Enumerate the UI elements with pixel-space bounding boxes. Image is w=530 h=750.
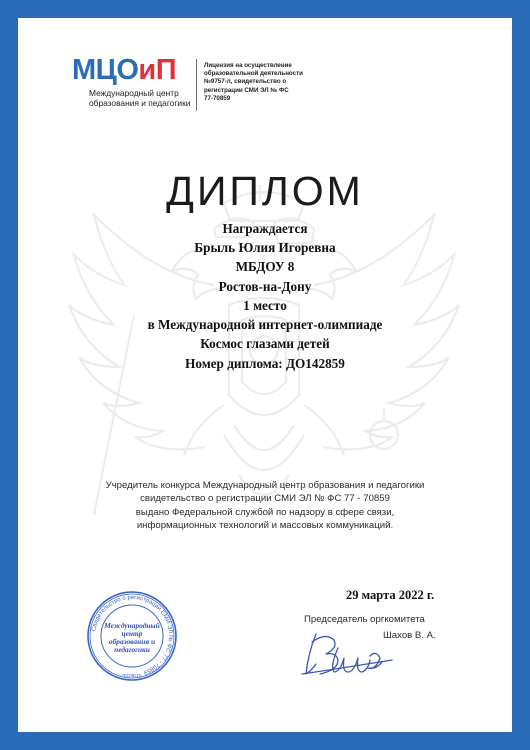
founder-line: Учредитель конкурса Международный центр образования и педагогики: [105, 480, 425, 491]
award-line-awarded: Награждается: [222, 221, 308, 236]
logo-subtitle-line: образования и педагогики: [89, 98, 191, 108]
founder-line: свидетельство о регистрации СМИ ЭЛ № ФС 77 - 70859: [140, 493, 390, 505]
stamp-bottom-text: mcoip.ru: [122, 673, 142, 679]
logo-wordmark: [72, 55, 176, 85]
logo-wordmark-red: иП: [138, 54, 177, 86]
logo-subtitle: [89, 88, 199, 108]
official-stamp: [86, 590, 178, 682]
award-line-number: Номер диплома: ДО142859: [185, 356, 345, 371]
stamp-center-line: центр: [121, 629, 143, 638]
chair-title: Председатель оргкомитета: [304, 614, 425, 625]
award-line-event: в Международной интернет-олимпиаде: [147, 317, 383, 332]
stamp-center-line: образования и: [108, 637, 156, 646]
stamp-ring-text: Свидетельство о регистрации СМИ ЭЛ № ФС 77 - 70859: [91, 594, 174, 675]
award-line-topic: Космос глазами детей: [200, 336, 330, 351]
license-line: регистрации СМИ ЭЛ № ФС: [204, 86, 289, 94]
award-line-place: 1 место: [243, 298, 287, 313]
chair-name: Шахов В. А.: [383, 630, 436, 641]
logo-wordmark-blue: МЦО: [72, 54, 139, 86]
founder-info: [0, 479, 530, 533]
logo-subtitle-line: Международный центр: [89, 88, 179, 98]
license-line: образовательной деятельности: [204, 70, 303, 78]
diploma-title: ДИПЛОМ: [166, 168, 364, 214]
stamp-center-line: педагогики: [114, 645, 150, 654]
award-line-institution: МБДОУ 8: [235, 259, 295, 274]
license-line: №9757-л, свидетельство о: [204, 78, 287, 86]
signature-image: [296, 628, 396, 680]
award-line-recipient: Брыль Юлия Игоревна: [194, 240, 336, 255]
issue-date: 29 марта 2022 г.: [346, 588, 435, 602]
license-line: Лицензия на осуществление: [204, 62, 292, 69]
license-line: 77-70859: [204, 94, 231, 102]
award-line-city: Ростов-на-Дону: [218, 279, 312, 294]
stamp-center-line: Международный: [104, 621, 160, 630]
founder-line: информационных технологий и массовых коммуникаций.: [136, 520, 394, 532]
license-text: [204, 62, 319, 103]
founder-line: выдано Федеральной службой по надзору в сфере связи,: [135, 506, 395, 518]
logo-divider: [196, 59, 197, 111]
